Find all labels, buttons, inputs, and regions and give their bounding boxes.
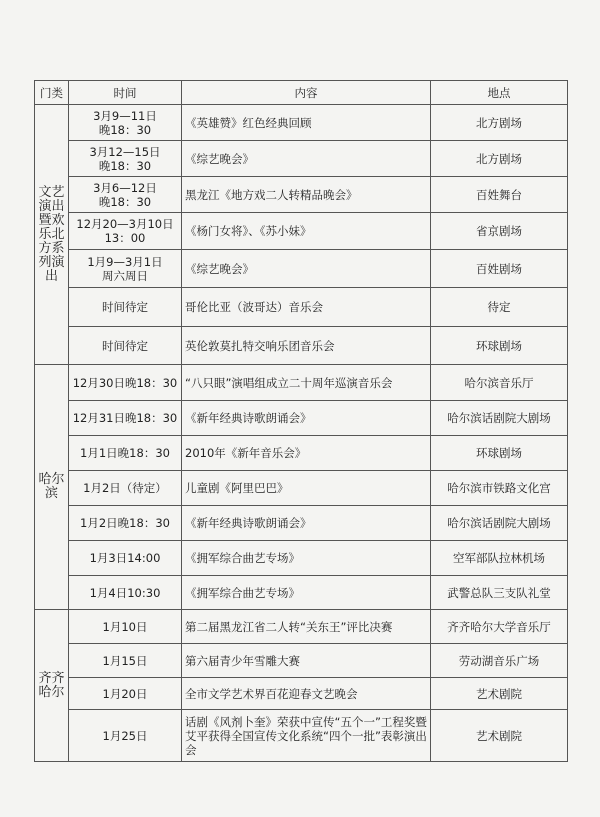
content-cell: 《英雄赞》红色经典回顾 bbox=[182, 105, 431, 141]
table-row bbox=[35, 471, 568, 506]
location-cell: 艺术剧院 bbox=[431, 678, 568, 710]
table-row bbox=[35, 644, 568, 678]
table-row bbox=[35, 678, 568, 710]
time-text: 1月2日晚18：30 bbox=[80, 516, 170, 530]
table-row bbox=[35, 436, 568, 471]
table-row bbox=[35, 177, 568, 213]
content-cell: 《拥军综合曲艺专场》 bbox=[182, 576, 431, 610]
content-cell: 英伦敦莫扎特交响乐团音乐会 bbox=[182, 327, 431, 365]
time-cell bbox=[69, 541, 182, 576]
table-body bbox=[35, 105, 568, 762]
table-row bbox=[35, 288, 568, 327]
table-row bbox=[35, 105, 568, 141]
location-cell: 齐齐哈尔大学音乐厅 bbox=[431, 610, 568, 644]
time-cell bbox=[69, 506, 182, 541]
time-text: 1月3日14:00 bbox=[89, 551, 161, 565]
content-cell: 《拥军综合曲艺专场》 bbox=[182, 541, 431, 576]
time-text: 3月12—15日 bbox=[89, 144, 161, 159]
time-text: 1月20日 bbox=[102, 686, 148, 701]
header-time: 时间 bbox=[69, 81, 182, 105]
time-text: 1月25日 bbox=[102, 728, 148, 743]
table-row bbox=[35, 576, 568, 610]
time-cell bbox=[69, 177, 182, 213]
time-cell bbox=[69, 610, 182, 644]
time-detail-text: 晚18：30 bbox=[98, 194, 152, 209]
location-cell: 艺术剧院 bbox=[431, 710, 568, 762]
time-text: 12月30日晚18：30 bbox=[72, 375, 178, 390]
table-header-row bbox=[35, 81, 568, 105]
location-cell: 武警总队三支队礼堂 bbox=[431, 576, 568, 610]
table-row bbox=[35, 327, 568, 365]
location-cell: 省京剧场 bbox=[431, 213, 568, 250]
location-cell: 待定 bbox=[431, 288, 568, 327]
time-text: 12月31日晚18：30 bbox=[72, 411, 178, 425]
table-row bbox=[35, 506, 568, 541]
header-location: 地点 bbox=[431, 81, 568, 105]
location-cell: 北方剧场 bbox=[431, 105, 568, 141]
time-text: 3月9—11日 bbox=[93, 108, 157, 123]
time-cell bbox=[69, 710, 182, 762]
time-cell bbox=[69, 576, 182, 610]
time-text: 1月15日 bbox=[102, 653, 148, 668]
location-cell: 哈尔滨市铁路文化宫 bbox=[431, 471, 568, 506]
time-detail-text: 13：00 bbox=[104, 231, 146, 245]
time-text: 时间待定 bbox=[102, 338, 148, 353]
content-cell: 第二届黑龙江省二人转“关东王”评比决赛 bbox=[182, 610, 431, 644]
location-cell: 哈尔滨音乐厅 bbox=[431, 365, 568, 401]
event-schedule-table bbox=[34, 80, 568, 762]
time-text: 1月9—3月1日 bbox=[87, 254, 163, 269]
time-cell bbox=[69, 644, 182, 678]
location-cell: 百姓剧场 bbox=[431, 250, 568, 288]
time-text: 1月1日晚18：30 bbox=[80, 446, 170, 460]
header-content: 内容 bbox=[182, 81, 431, 105]
location-cell: 哈尔滨话剧院大剧场 bbox=[431, 401, 568, 436]
time-text: 时间待定 bbox=[102, 300, 148, 314]
time-cell bbox=[69, 213, 182, 250]
location-cell: 哈尔滨话剧院大剧场 bbox=[431, 506, 568, 541]
time-text: 1月10日 bbox=[102, 619, 148, 634]
location-cell: 环球剧场 bbox=[431, 327, 568, 365]
time-cell bbox=[69, 288, 182, 327]
table-row bbox=[35, 610, 568, 644]
content-cell: “八只眼”演唱组成立二十周年巡演音乐会 bbox=[182, 365, 431, 401]
table-row bbox=[35, 365, 568, 401]
time-text: 1月2日（待定） bbox=[83, 481, 167, 495]
location-cell: 百姓舞台 bbox=[431, 177, 568, 213]
table-row bbox=[35, 250, 568, 288]
location-cell: 北方剧场 bbox=[431, 141, 568, 177]
content-cell: 《杨门女将》、《苏小妹》 bbox=[182, 213, 431, 250]
time-cell bbox=[69, 141, 182, 177]
time-text: 1月4日10:30 bbox=[89, 585, 161, 600]
content-cell: 《新年经典诗歌朗诵会》 bbox=[182, 506, 431, 541]
time-detail-text: 晚18：30 bbox=[98, 122, 152, 137]
category-cell: 哈尔滨 bbox=[35, 365, 69, 610]
table-row bbox=[35, 213, 568, 250]
content-cell: 2010年《新年音乐会》 bbox=[182, 436, 431, 471]
time-cell bbox=[69, 250, 182, 288]
time-cell bbox=[69, 365, 182, 401]
time-text: 3月6—12日 bbox=[93, 180, 157, 195]
category-cell: 文艺演出暨欢乐北方系列演出 bbox=[35, 105, 69, 365]
content-cell: 《综艺晚会》 bbox=[182, 250, 431, 288]
location-cell: 空军部队拉林机场 bbox=[431, 541, 568, 576]
time-detail-text: 周六周日 bbox=[102, 268, 148, 283]
time-cell bbox=[69, 471, 182, 506]
content-cell: 《综艺晚会》 bbox=[182, 141, 431, 177]
time-cell bbox=[69, 327, 182, 365]
time-detail-text: 晚18：30 bbox=[98, 158, 152, 173]
table-row bbox=[35, 541, 568, 576]
time-cell bbox=[69, 678, 182, 710]
content-cell: 第六届青少年雪雕大赛 bbox=[182, 644, 431, 678]
table-row bbox=[35, 401, 568, 436]
content-cell: 全市文学艺术界百花迎春文艺晚会 bbox=[182, 678, 431, 710]
content-cell: 儿童剧《阿里巴巴》 bbox=[182, 471, 431, 506]
category-cell: 齐齐哈尔 bbox=[35, 610, 69, 762]
time-cell bbox=[69, 436, 182, 471]
content-cell: 话剧《风剂卜奎》荣获中宣传“五个一”工程奖暨艾平获得全国宣传文化系统“四个一批”表彰演出会 bbox=[182, 710, 431, 762]
location-cell: 环球剧场 bbox=[431, 436, 568, 471]
content-cell: 黑龙江《地方戏二人转精品晚会》 bbox=[182, 177, 431, 213]
location-cell: 劳动湖音乐广场 bbox=[431, 644, 568, 678]
table-row bbox=[35, 141, 568, 177]
time-cell bbox=[69, 105, 182, 141]
content-cell: 哥伦比亚（波哥达）音乐会 bbox=[182, 288, 431, 327]
table-row bbox=[35, 710, 568, 762]
time-text: 12月20—3月10日 bbox=[76, 217, 174, 231]
content-cell: 《新年经典诗歌朗诵会》 bbox=[182, 401, 431, 436]
header-category: 门类 bbox=[35, 81, 69, 105]
time-cell bbox=[69, 401, 182, 436]
